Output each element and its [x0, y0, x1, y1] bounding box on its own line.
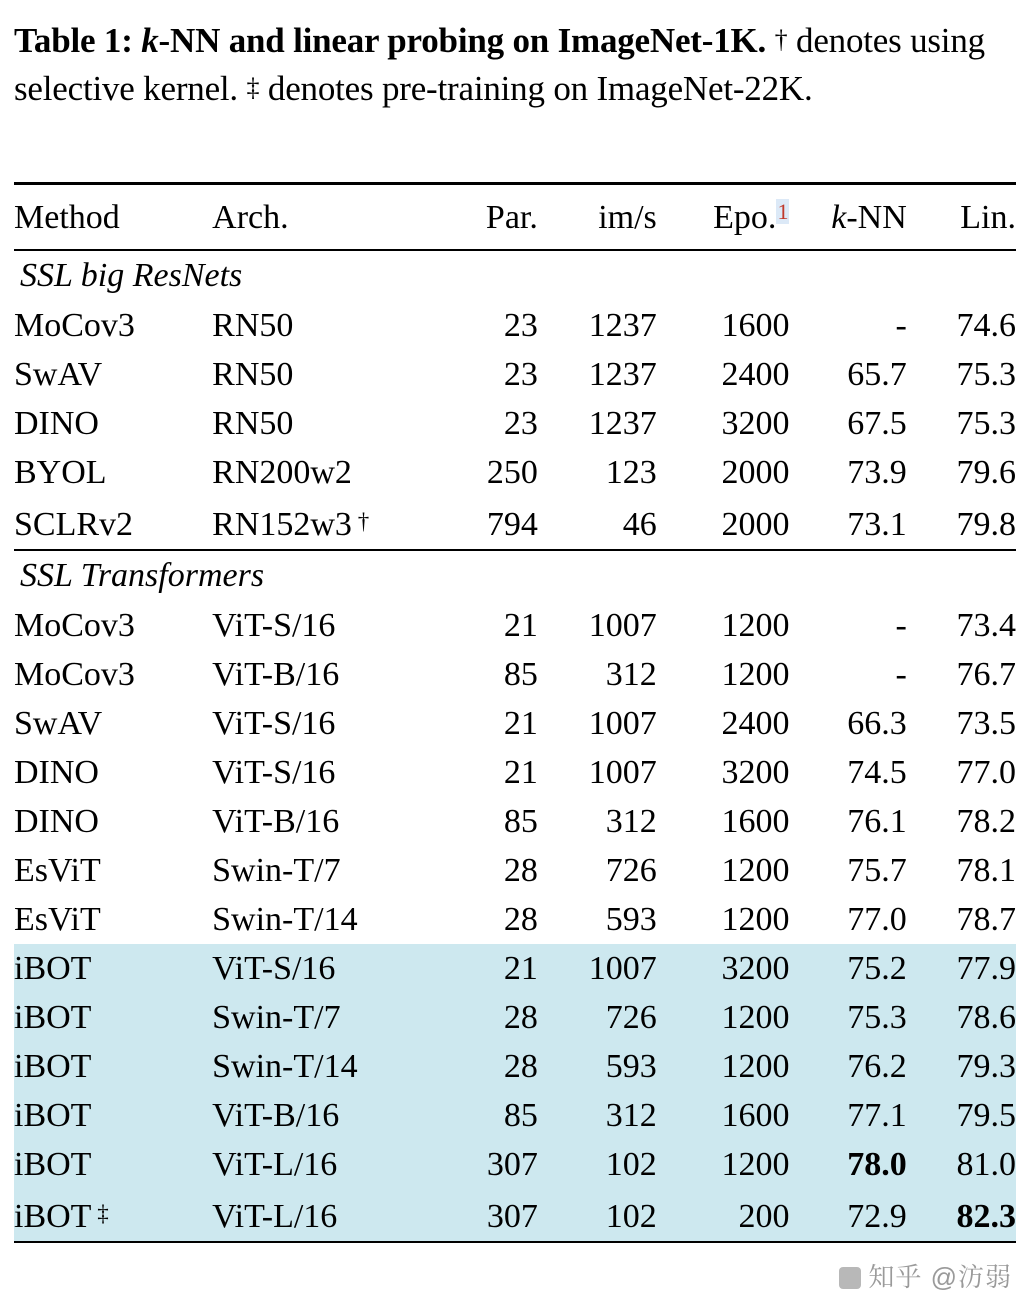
cell-method: iBOT [14, 1042, 212, 1091]
table-row [14, 699, 1016, 748]
cell-epo: 3200 [721, 405, 790, 442]
cell-par: 28 [503, 852, 538, 889]
dagger-mark: † [774, 25, 788, 54]
cell-par: 307 [422, 1189, 538, 1242]
table-row [14, 448, 1016, 497]
cell-epo: 1200 [721, 607, 790, 644]
table-row [14, 748, 1016, 797]
table-row [14, 895, 1016, 944]
cell-ims: 1007 [588, 754, 657, 791]
cell-arch: RN50 [212, 405, 294, 442]
cell-method: MoCov3 [14, 307, 135, 344]
table-caption [14, 16, 1019, 112]
watermark [839, 1257, 1012, 1294]
caption-note-2: denotes pre-training on ImageNet-22K. [259, 69, 813, 108]
cell-ims: 123 [605, 454, 657, 491]
cell-lin: 79.6 [956, 454, 1016, 491]
cell-method: SCLRv2 [14, 506, 134, 543]
cell-par: 21 [422, 944, 538, 993]
cell-arch: ViT-S/16 [212, 944, 422, 993]
cell-arch: RN50 [212, 307, 294, 344]
table-row [14, 944, 1016, 993]
cell-par: 85 [422, 1091, 538, 1140]
cell-ims: 593 [538, 1042, 657, 1091]
cell-lin: 76.7 [956, 656, 1016, 693]
cell-arch: RN50 [212, 356, 294, 393]
cell-knn: 72.9 [789, 1189, 906, 1242]
table-header-row [14, 184, 1016, 251]
group-label-ssl-big-resnets: SSL big ResNets [20, 257, 243, 294]
cell-par: 28 [422, 993, 538, 1042]
results-table [14, 182, 1016, 1243]
cell-lin: 78.1 [956, 852, 1016, 889]
column-header-lin: Lin. [907, 184, 1016, 251]
cell-par: 250 [486, 454, 538, 491]
cell-method: EsViT [14, 901, 101, 938]
table-row [14, 1189, 1016, 1242]
cell-knn: - [895, 656, 907, 693]
cell-method: iBOT ‡ [14, 1189, 212, 1242]
caption-title-rest: -NN and linear probing on ImageNet-1K [158, 21, 758, 60]
cell-lin: 77.9 [907, 944, 1016, 993]
caption-label: Table 1: [14, 21, 133, 60]
cell-method: EsViT [14, 852, 101, 889]
caption-note-1: denotes using selective kernel. [14, 21, 985, 108]
cell-knn: 76.1 [847, 803, 907, 840]
cell-arch: ViT-B/16 [212, 1091, 422, 1140]
table-row [14, 993, 1016, 1042]
cell-arch: ViT-B/16 [212, 803, 340, 840]
cell-arch: RN200w2 [212, 454, 352, 491]
cell-knn: 74.5 [847, 754, 907, 791]
group-label-ssl-transformers: SSL Transformers [14, 550, 1016, 601]
cell-method: iBOT [14, 1091, 212, 1140]
cell-knn: 77.0 [847, 901, 907, 938]
cell-epo: 1200 [721, 901, 790, 938]
cell-knn: 77.1 [789, 1091, 906, 1140]
cell-method: SwAV [14, 705, 103, 742]
cell-method: DINO [14, 754, 99, 791]
cell-lin: 73.4 [956, 607, 1016, 644]
cell-arch: Swin-T/14 [212, 901, 358, 938]
cell-epo: 200 [657, 1189, 790, 1242]
cell-knn: 73.1 [847, 506, 907, 543]
cell-ims: 46 [622, 506, 657, 543]
column-header-epo-text: Epo. [713, 199, 777, 236]
cell-epo: 1200 [721, 656, 790, 693]
cell-knn: 78.0 [789, 1140, 906, 1189]
cell-arch: ViT-L/16 [212, 1140, 422, 1189]
cell-arch: ViT-L/16 [212, 1189, 422, 1242]
cell-ims: 1007 [588, 705, 657, 742]
cell-lin: 79.5 [907, 1091, 1016, 1140]
cell-ims: 312 [605, 656, 657, 693]
cell-knn: 66.3 [847, 705, 907, 742]
cell-par: 28 [503, 901, 538, 938]
table-row [14, 301, 1016, 350]
column-header-arch: Arch. [212, 184, 422, 251]
cell-ims: 1237 [588, 356, 657, 393]
cell-knn: - [895, 307, 907, 344]
cell-par: 23 [503, 405, 538, 442]
cell-method: iBOT [14, 1140, 212, 1189]
cell-par: 23 [503, 307, 538, 344]
cell-epo: 2400 [721, 705, 790, 742]
cell-lin: 78.7 [956, 901, 1016, 938]
cell-arch: RN152w3 † [212, 506, 370, 543]
cell-ims: 1007 [588, 607, 657, 644]
table-row [14, 797, 1016, 846]
cell-arch: ViT-S/16 [212, 705, 336, 742]
table-row [14, 1042, 1016, 1091]
column-header-knn: k-NN [789, 184, 906, 251]
watermark-logo-icon [839, 1267, 861, 1289]
cell-epo: 1600 [721, 803, 790, 840]
cell-arch: Swin-T/7 [212, 852, 341, 889]
cell-par: 28 [422, 1042, 538, 1091]
cell-lin: 78.6 [907, 993, 1016, 1042]
cell-arch: ViT-S/16 [212, 754, 336, 791]
footnote-marker[interactable]: 1 [777, 199, 789, 224]
cell-knn: 76.2 [789, 1042, 906, 1091]
cell-ims: 1237 [588, 405, 657, 442]
cell-ims: 1007 [538, 944, 657, 993]
superscript-mark: † [351, 509, 370, 534]
cell-lin: 82.3 [907, 1189, 1016, 1242]
cell-method: MoCov3 [14, 607, 135, 644]
cell-par: 85 [503, 656, 538, 693]
cell-lin: 74.6 [956, 307, 1016, 344]
cell-epo: 1200 [657, 1140, 790, 1189]
cell-par: 307 [422, 1140, 538, 1189]
table-row [14, 497, 1016, 550]
cell-lin: 78.2 [956, 803, 1016, 840]
cell-knn: 75.2 [789, 944, 906, 993]
table-row [14, 350, 1016, 399]
column-header-epo [657, 184, 790, 251]
cell-method: iBOT [14, 944, 212, 993]
cell-lin: 75.3 [956, 356, 1016, 393]
cell-arch: Swin-T/14 [212, 1042, 422, 1091]
cell-epo: 1600 [657, 1091, 790, 1140]
watermark-text: 知乎 @汸弱 [868, 1262, 1012, 1292]
cell-par: 794 [486, 506, 538, 543]
cell-epo: 1200 [657, 993, 790, 1042]
cell-arch: ViT-B/16 [212, 656, 340, 693]
double-dagger-mark: ‡ [246, 73, 260, 102]
column-header-method: Method [14, 184, 212, 251]
cell-arch: ViT-S/16 [212, 607, 336, 644]
cell-knn: 73.9 [847, 454, 907, 491]
table-row [14, 1091, 1016, 1140]
table-row [14, 1140, 1016, 1189]
cell-ims: 593 [605, 901, 657, 938]
group-header-row [14, 250, 1016, 301]
cell-ims: 312 [538, 1091, 657, 1140]
table-row [14, 650, 1016, 699]
cell-epo: 2400 [721, 356, 790, 393]
table-row [14, 846, 1016, 895]
cell-knn: 65.7 [847, 356, 907, 393]
cell-ims: 726 [538, 993, 657, 1042]
caption-period: . [757, 21, 767, 60]
cell-method: iBOT [14, 993, 212, 1042]
cell-ims: 726 [605, 852, 657, 889]
cell-ims: 1237 [588, 307, 657, 344]
cell-method: DINO [14, 803, 99, 840]
cell-epo: 3200 [721, 754, 790, 791]
table-row [14, 399, 1016, 448]
cell-method: BYOL [14, 454, 107, 491]
cell-method: MoCov3 [14, 656, 135, 693]
cell-par: 21 [503, 705, 538, 742]
column-header-par: Par. [422, 184, 538, 251]
table-row [14, 601, 1016, 650]
cell-knn: 75.7 [847, 852, 907, 889]
superscript-mark: ‡ [91, 1201, 109, 1226]
cell-ims: 102 [538, 1189, 657, 1242]
cell-method: DINO [14, 405, 99, 442]
cell-epo: 1200 [657, 1042, 790, 1091]
cell-lin: 79.3 [907, 1042, 1016, 1091]
cell-arch: Swin-T/7 [212, 993, 422, 1042]
column-header-ims: im/s [538, 184, 657, 251]
cell-par: 21 [503, 607, 538, 644]
cell-knn: 75.3 [789, 993, 906, 1042]
cell-knn: 67.5 [847, 405, 907, 442]
cell-par: 23 [503, 356, 538, 393]
cell-epo: 2000 [721, 506, 790, 543]
cell-knn: - [895, 607, 907, 644]
cell-lin: 75.3 [956, 405, 1016, 442]
cell-lin: 79.8 [956, 506, 1016, 543]
cell-epo: 2000 [721, 454, 790, 491]
cell-ims: 312 [605, 803, 657, 840]
cell-epo: 3200 [657, 944, 790, 993]
cell-epo: 1600 [721, 307, 790, 344]
cell-lin: 77.0 [956, 754, 1016, 791]
cell-epo: 1200 [721, 852, 790, 889]
caption-title-italic: k [141, 21, 159, 60]
group-header-row [14, 550, 1016, 601]
cell-par: 85 [503, 803, 538, 840]
cell-ims: 102 [538, 1140, 657, 1189]
cell-lin: 81.0 [907, 1140, 1016, 1189]
cell-lin: 73.5 [956, 705, 1016, 742]
cell-par: 21 [503, 754, 538, 791]
cell-method: SwAV [14, 356, 103, 393]
